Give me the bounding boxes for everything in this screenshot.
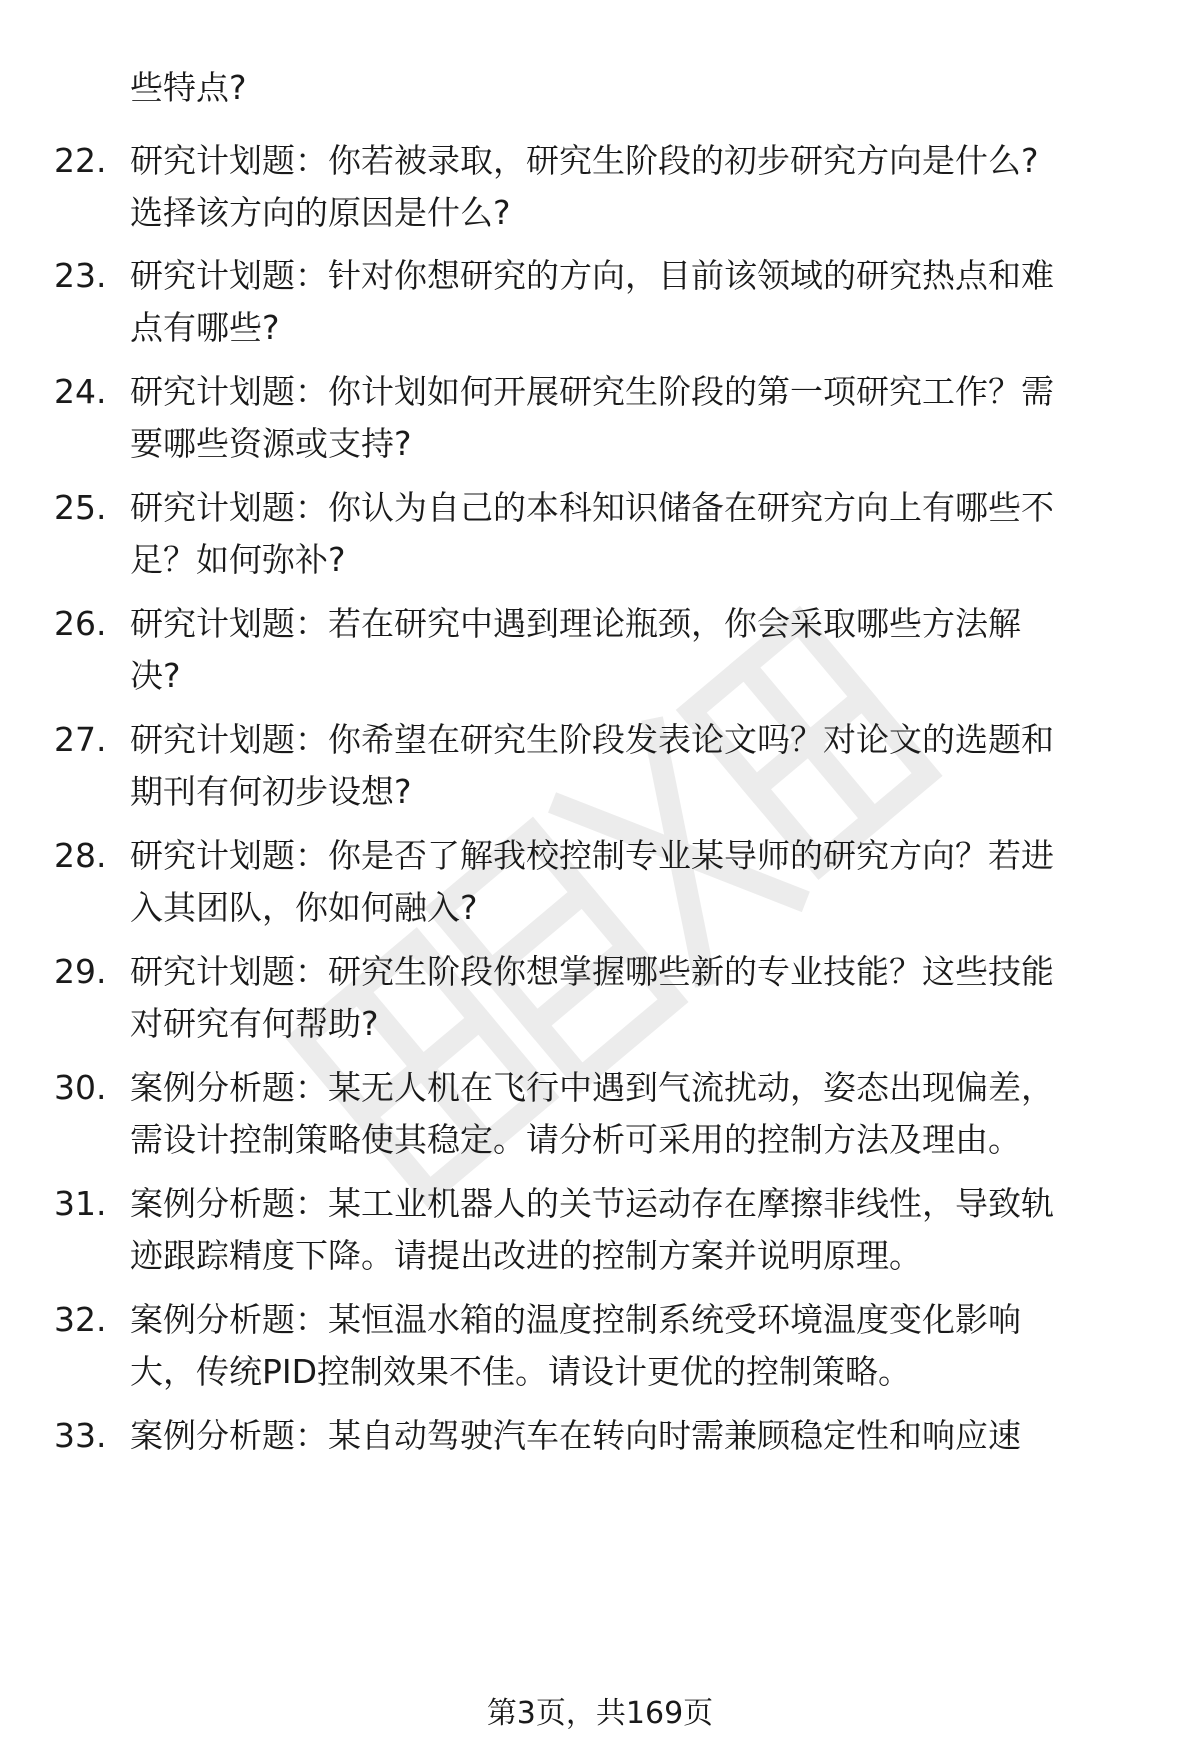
- item-text: 研究计划题：针对你想研究的方向，目前该领域的研究热点和难: [130, 256, 1054, 295]
- item-text: 要哪些资源或支持?: [130, 424, 412, 463]
- item-number: 29.: [54, 952, 107, 991]
- continued-text: 些特点?: [130, 68, 247, 107]
- item-number: 25.: [54, 488, 107, 527]
- item-text: 案例分析题：某恒温水箱的温度控制系统受环境温度变化影响: [130, 1300, 1021, 1339]
- item-text: 迹跟踪精度下降。请提出改进的控制方案并说明原理。: [130, 1236, 922, 1275]
- item-number: 26.: [54, 604, 107, 643]
- item-text: 选择该方向的原因是什么?: [130, 193, 511, 232]
- item-text: 决?: [130, 656, 181, 695]
- item-text: 案例分析题：某无人机在飞行中遇到气流扰动，姿态出现偏差，: [130, 1068, 1054, 1107]
- item-number: 31.: [54, 1184, 107, 1223]
- page-footer: 第3页，共169页: [486, 1696, 714, 1731]
- item-number: 28.: [54, 836, 107, 875]
- item-number: 27.: [54, 720, 107, 759]
- item-text: 需设计控制策略使其稳定。请分析可采用的控制方法及理由。: [130, 1120, 1021, 1159]
- item-text: 研究计划题：你计划如何开展研究生阶段的第一项研究工作？需: [130, 372, 1054, 411]
- item-text: 研究计划题：你是否了解我校控制专业某导师的研究方向？若进: [130, 836, 1054, 875]
- item-text: 点有哪些?: [130, 308, 280, 347]
- item-number: 23.: [54, 256, 107, 295]
- item-number: 32.: [54, 1300, 107, 1339]
- item-number: 22.: [54, 141, 107, 180]
- item-text: 案例分析题：某自动驾驶汽车在转向时需兼顾稳定性和响应速: [130, 1416, 1021, 1455]
- item-number: 33.: [54, 1416, 107, 1455]
- item-text: 期刊有何初步设想?: [130, 772, 412, 811]
- item-number: 24.: [54, 372, 107, 411]
- item-text: 案例分析题：某工业机器人的关节运动存在摩擦非线性，导致轨: [130, 1184, 1054, 1223]
- item-text: 足？如何弥补?: [130, 540, 346, 579]
- item-text: 研究计划题：你希望在研究生阶段发表论文吗？对论文的选题和: [130, 720, 1054, 759]
- item-text: 入其团队，你如何融入?: [130, 888, 478, 927]
- item-text: 研究计划题：研究生阶段你想掌握哪些新的专业技能？这些技能: [130, 952, 1054, 991]
- item-text: 大，传统PID控制效果不佳。请设计更优的控制策略。: [130, 1352, 912, 1391]
- item-text: 研究计划题：你若被录取，研究生阶段的初步研究方向是什么?: [130, 141, 1039, 180]
- item-text: 研究计划题：若在研究中遇到理论瓶颈，你会采取哪些方法解: [130, 604, 1021, 643]
- item-text: 研究计划题：你认为自己的本科知识储备在研究方向上有哪些不: [130, 488, 1054, 527]
- item-number: 30.: [54, 1068, 107, 1107]
- item-text: 对研究有何帮助?: [130, 1004, 379, 1043]
